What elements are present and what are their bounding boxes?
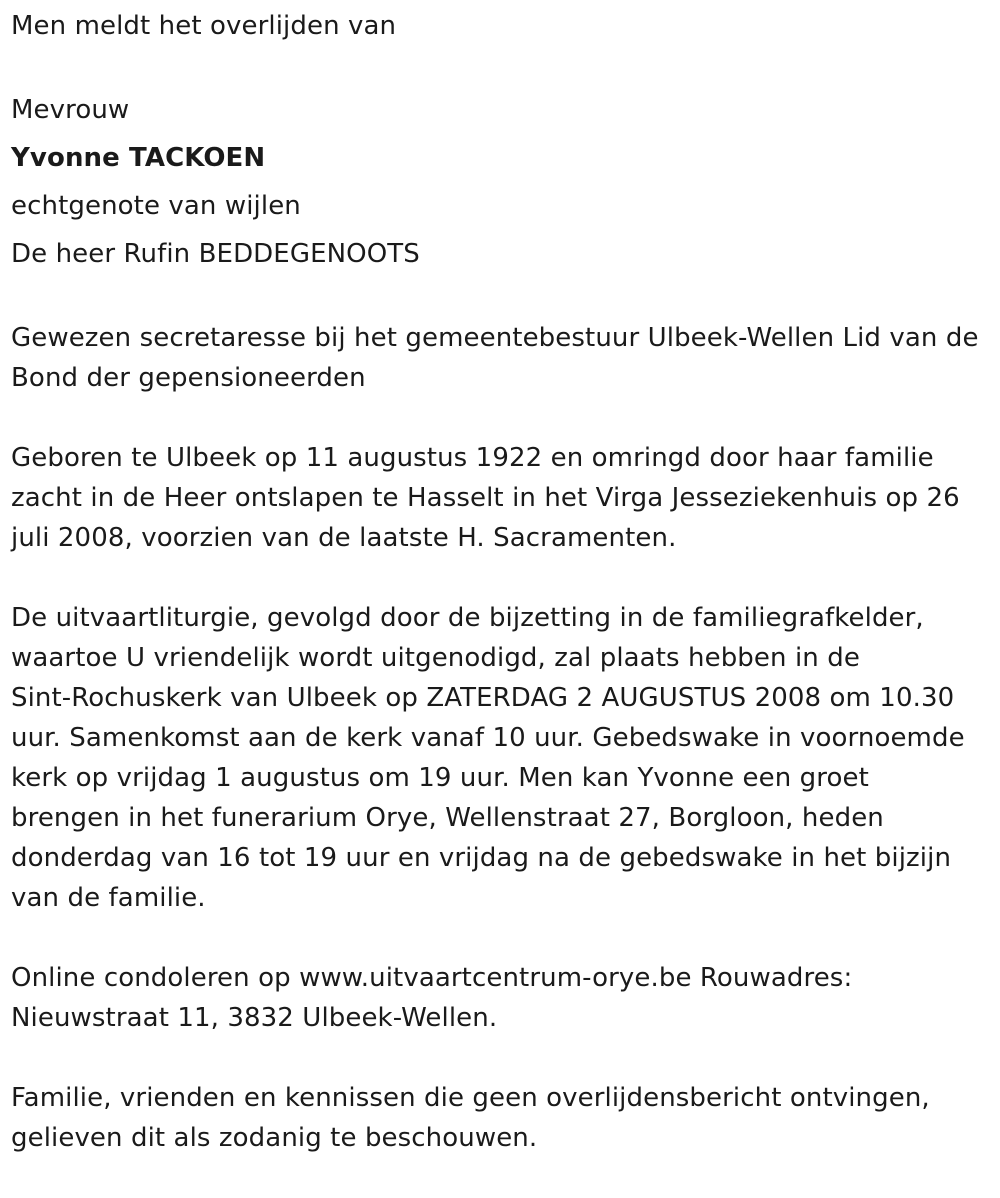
funeral-line: van de familie.: [11, 883, 206, 913]
obituary-notice: [11, 6, 995, 1198]
funeral-line: waartoe U vriendelijk wordt uitgenodigd, zal plaats hebben in de: [11, 643, 860, 673]
career-line: Bond der gepensioneerden: [11, 363, 366, 393]
funeral-line: Sint-Rochuskerk van Ulbeek op ZATERDAG 2 AUGUSTUS 2008 om 10.30: [11, 683, 955, 713]
condolence-line: Nieuwstraat 11, 3832 Ulbeek-Wellen.: [11, 1003, 498, 1033]
funeral-line: donderdag van 16 tot 19 uur en vrijdag na de gebedswake in het bijzijn: [11, 843, 952, 873]
funeral-paragraph: [11, 598, 995, 918]
funeral-line: De uitvaartliturgie, gevolgd door de bijzetting in de familiegrafkelder,: [11, 603, 924, 633]
funeral-line: kerk op vrijdag 1 augustus om 19 uur. Men kan Yvonne een groet: [11, 763, 869, 793]
closing-line: Familie, vrienden en kennissen die geen overlijdensbericht ontvingen,: [11, 1083, 930, 1113]
career-line: Gewezen secretaresse bij het gemeentebestuur Ulbeek-Wellen Lid van de: [11, 323, 979, 353]
relation-line: echtgenote van wijlen: [11, 191, 301, 221]
birth-death-line: zacht in de Heer ontslapen te Hasselt in het Virga Jesseziekenhuis op 26: [11, 483, 960, 513]
intro-line: Men meldt het overlijden van: [11, 11, 397, 41]
salutation: Mevrouw: [11, 95, 130, 125]
condolence-line: Online condoleren op www.uitvaartcentrum-orye.be Rouwadres:: [11, 963, 853, 993]
funeral-line: brengen in het funerarium Orye, Wellenstraat 27, Borgloon, heden: [11, 803, 884, 833]
deceased-name: Yvonne TACKOEN: [11, 143, 266, 173]
spouse-line: De heer Rufin BEDDEGENOOTS: [11, 239, 420, 269]
closing-paragraph: [11, 1078, 995, 1158]
career-paragraph: [11, 318, 995, 398]
birth-death-line: Geboren te Ulbeek op 11 augustus 1922 en omringd door haar familie: [11, 443, 934, 473]
birth-death-line: juli 2008, voorzien van de laatste H. Sacramenten.: [11, 523, 677, 553]
birth-death-paragraph: [11, 438, 995, 558]
condolence-paragraph: [11, 958, 995, 1038]
funeral-line: uur. Samenkomst aan de kerk vanaf 10 uur. Gebedswake in voornoemde: [11, 723, 965, 753]
closing-line: gelieven dit als zodanig te beschouwen.: [11, 1123, 538, 1153]
